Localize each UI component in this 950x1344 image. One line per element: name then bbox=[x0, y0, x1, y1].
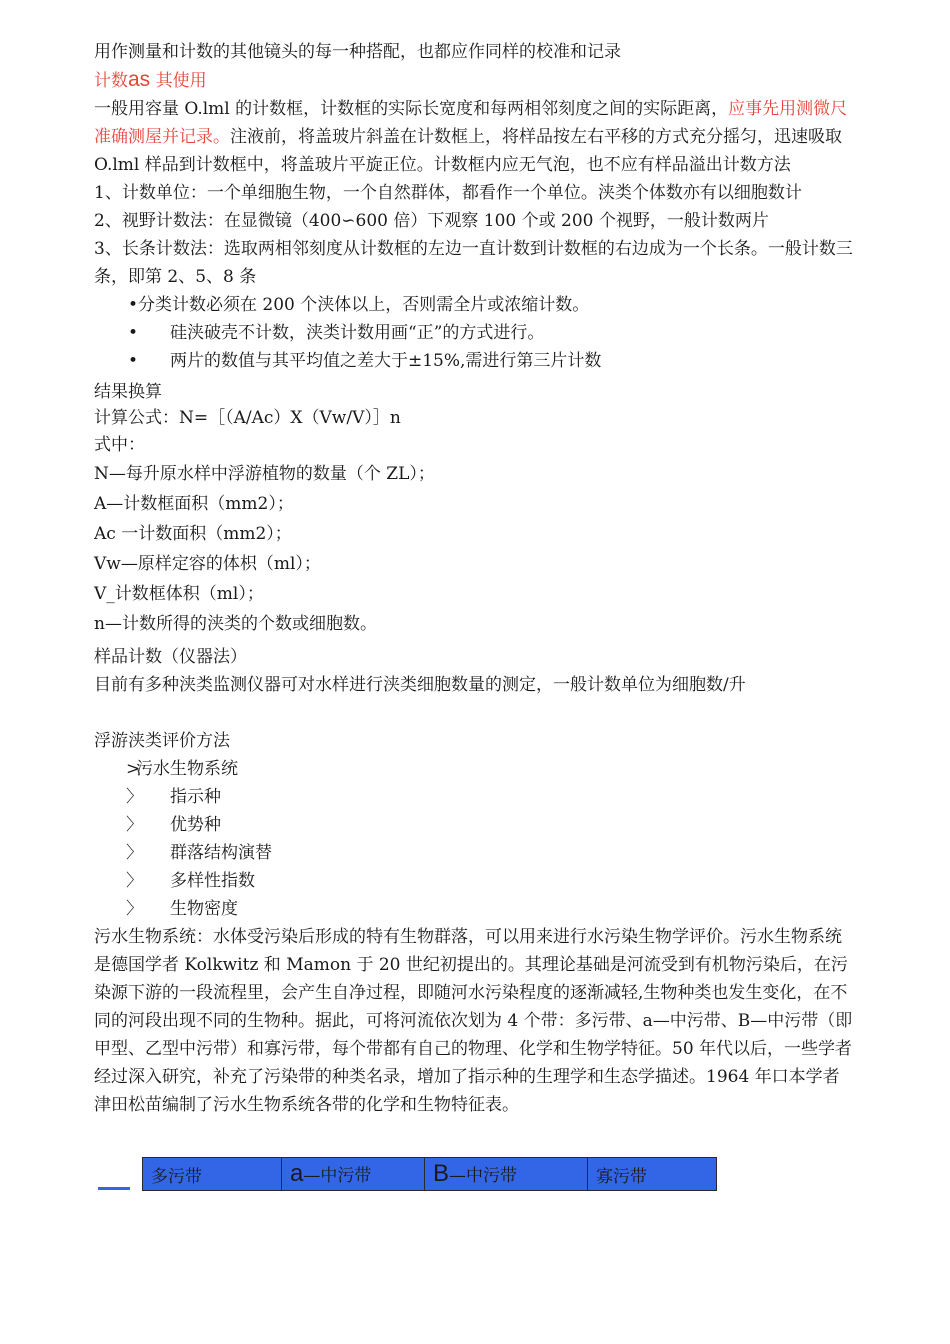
evaluation-item-label: 生物密度 bbox=[170, 899, 238, 919]
evaluation-item bbox=[94, 811, 854, 839]
evaluation-item bbox=[94, 755, 854, 783]
chevron-right-icon: 〉 bbox=[126, 843, 143, 863]
pollution-zone-table bbox=[142, 1157, 717, 1191]
evaluation-item bbox=[94, 867, 854, 895]
instrument-text: 目前有多种浃类监测仪器可对水样进行浃类细胞数量的测定，一般计数单位为细胞数/升 bbox=[94, 675, 746, 695]
definition-item: Vw—原样定容的体枳（ml）； bbox=[94, 554, 321, 574]
cell-text: 多污带 bbox=[151, 1166, 202, 1187]
paragraph-highlight: 应事先用测微尺准确测屋并记录。 bbox=[94, 99, 848, 147]
result-section bbox=[94, 379, 854, 639]
cell-text: 寡污带 bbox=[596, 1166, 647, 1187]
result-heading: 结果换算 bbox=[94, 382, 162, 402]
evaluation-item-label: 污水生物系统 bbox=[136, 759, 238, 779]
document-body bbox=[94, 38, 854, 1119]
calibration-note: 用作测量和计数的其他镜头的每一种搭配，也都应作同样的校准和记录 bbox=[94, 42, 621, 62]
definition-item: A—计数框面积（mm2）； bbox=[94, 494, 294, 514]
evaluation-item-label: 优势种 bbox=[170, 815, 221, 835]
table-cell bbox=[588, 1158, 717, 1191]
cell-text: —中污带 bbox=[449, 1166, 518, 1186]
table-cell bbox=[425, 1158, 588, 1191]
saprobic-system-paragraph: 污水生物系统：水体受污染后形成的特有生物群落，可以用来进行水污染生物学评价。污水生物系统是德国学者 Kolkwitz 和 Mamon 于 20 世纪初提出的。其理论基础是河流受到有机物污染后，在污染源下游的一段流程里，会产生自净过程，即随河水污染程度的逐渐减轻,生物种类也发生变化，在不同的河段出现不同的生物种。据此，可将河流依次划为 4 个带：多污带、a—中污带、B—中污带（即甲型、乙型中污带）和寡污带，每个带都有自己的物理、化学和生物学特征。50 年代以后，一些学者经过深入研究，补充了污染带的种类名录，增加了指示种的生理学和生态学描述。1964 年口本学者津田松苗编制了污水生物系统各带的化学和生物特征表。 bbox=[94, 927, 853, 1115]
method-item-2: 2、视野计数法：在显微镜（400∽600 倍）下观察 100 个或 200 个视野，一般计数两片 bbox=[94, 211, 769, 231]
spacer bbox=[94, 699, 854, 727]
instrument-heading: 样品计数（仪器法） bbox=[94, 647, 247, 667]
definition-item: N—每升原水样中浮游植物的数量（个 ZL）； bbox=[94, 464, 435, 484]
chevron-right-icon: 〉 bbox=[126, 871, 143, 891]
chevron-right-icon: 〉 bbox=[126, 815, 143, 835]
definition-item: V_计数框体积（ml）； bbox=[94, 584, 264, 604]
bullet-item bbox=[94, 347, 854, 375]
bullet-text: 两片的数值与其平均值之差大于±15%,需进行第三片计数 bbox=[170, 351, 602, 371]
formula-text: 计算公式：N=［（A/Ac）X（Vw/V）］n bbox=[94, 408, 401, 428]
definition-item: n—计数所得的浃类的个数或细胞数。 bbox=[94, 614, 377, 634]
chevron-right-icon: > bbox=[126, 759, 141, 779]
chevron-right-icon: 〉 bbox=[126, 899, 143, 919]
bullet-text: 分类计数必须在 200 个浃体以上，否则需全片或浓缩计数。 bbox=[138, 295, 590, 315]
evaluation-item-label: 多样性指数 bbox=[170, 871, 255, 891]
evaluation-heading: 浮游浃类评价方法 bbox=[94, 731, 230, 751]
table-row bbox=[143, 1158, 717, 1191]
counting-heading bbox=[94, 66, 854, 95]
bullet-dot: • bbox=[128, 351, 139, 371]
heading-part-2: 其使用 bbox=[150, 71, 207, 91]
evaluation-item bbox=[94, 895, 854, 923]
evaluation-item-label: 群落结构演替 bbox=[170, 843, 272, 863]
bullet-item bbox=[94, 319, 854, 347]
bullet-item bbox=[94, 291, 854, 319]
table-marker bbox=[98, 1187, 130, 1190]
counting-frame-paragraph bbox=[94, 95, 854, 179]
cell-text: —中污带 bbox=[303, 1166, 372, 1186]
heading-part-1: 计数 bbox=[94, 71, 128, 91]
formula-where: 式中： bbox=[94, 435, 145, 455]
paragraph-part-2: 注液前，将盖玻片斜盖在计数框上，将样品按左右平移的方式充分摇匀，迅速吸取 O.lml 样品到计数框中，将盖玻片平旋正位。计数框内应无气泡，也不应有样品溢出计数方法 bbox=[94, 127, 842, 175]
cell-symbol: a bbox=[290, 1160, 304, 1187]
evaluation-item-label: 指示种 bbox=[170, 787, 221, 807]
evaluation-item bbox=[94, 839, 854, 867]
bullet-text: 硅浃破壳不计数，浃类计数用画“正”的方式进行。 bbox=[170, 323, 545, 343]
cell-symbol: B bbox=[433, 1160, 450, 1187]
bullet-dot: • bbox=[128, 295, 139, 315]
definition-item: Ac 一计数面积（mm2）； bbox=[94, 524, 292, 544]
paragraph-part-1: 一般用容量 O.lml 的计数框，计数框的实际长宽度和每两相邻刻度之间的实际距离， bbox=[94, 99, 729, 119]
table-cell bbox=[282, 1158, 425, 1191]
method-item-3: 3、长条计数法：选取两相邻刻度从计数框的左边一直计数到计数框的右边成为一个长条。一般计数三条，即第 2、5、8 条 bbox=[94, 239, 853, 287]
bullet-dot: • bbox=[128, 323, 139, 343]
table-cell bbox=[143, 1158, 282, 1191]
heading-part-as: as bbox=[128, 68, 151, 91]
evaluation-item bbox=[94, 783, 854, 811]
chevron-right-icon: 〉 bbox=[126, 787, 143, 807]
method-item-1: 1、计数单位：一个单细胞生物，一个自然群体，都看作一个单位。浃类个体数亦有以细胞数计 bbox=[94, 183, 802, 203]
